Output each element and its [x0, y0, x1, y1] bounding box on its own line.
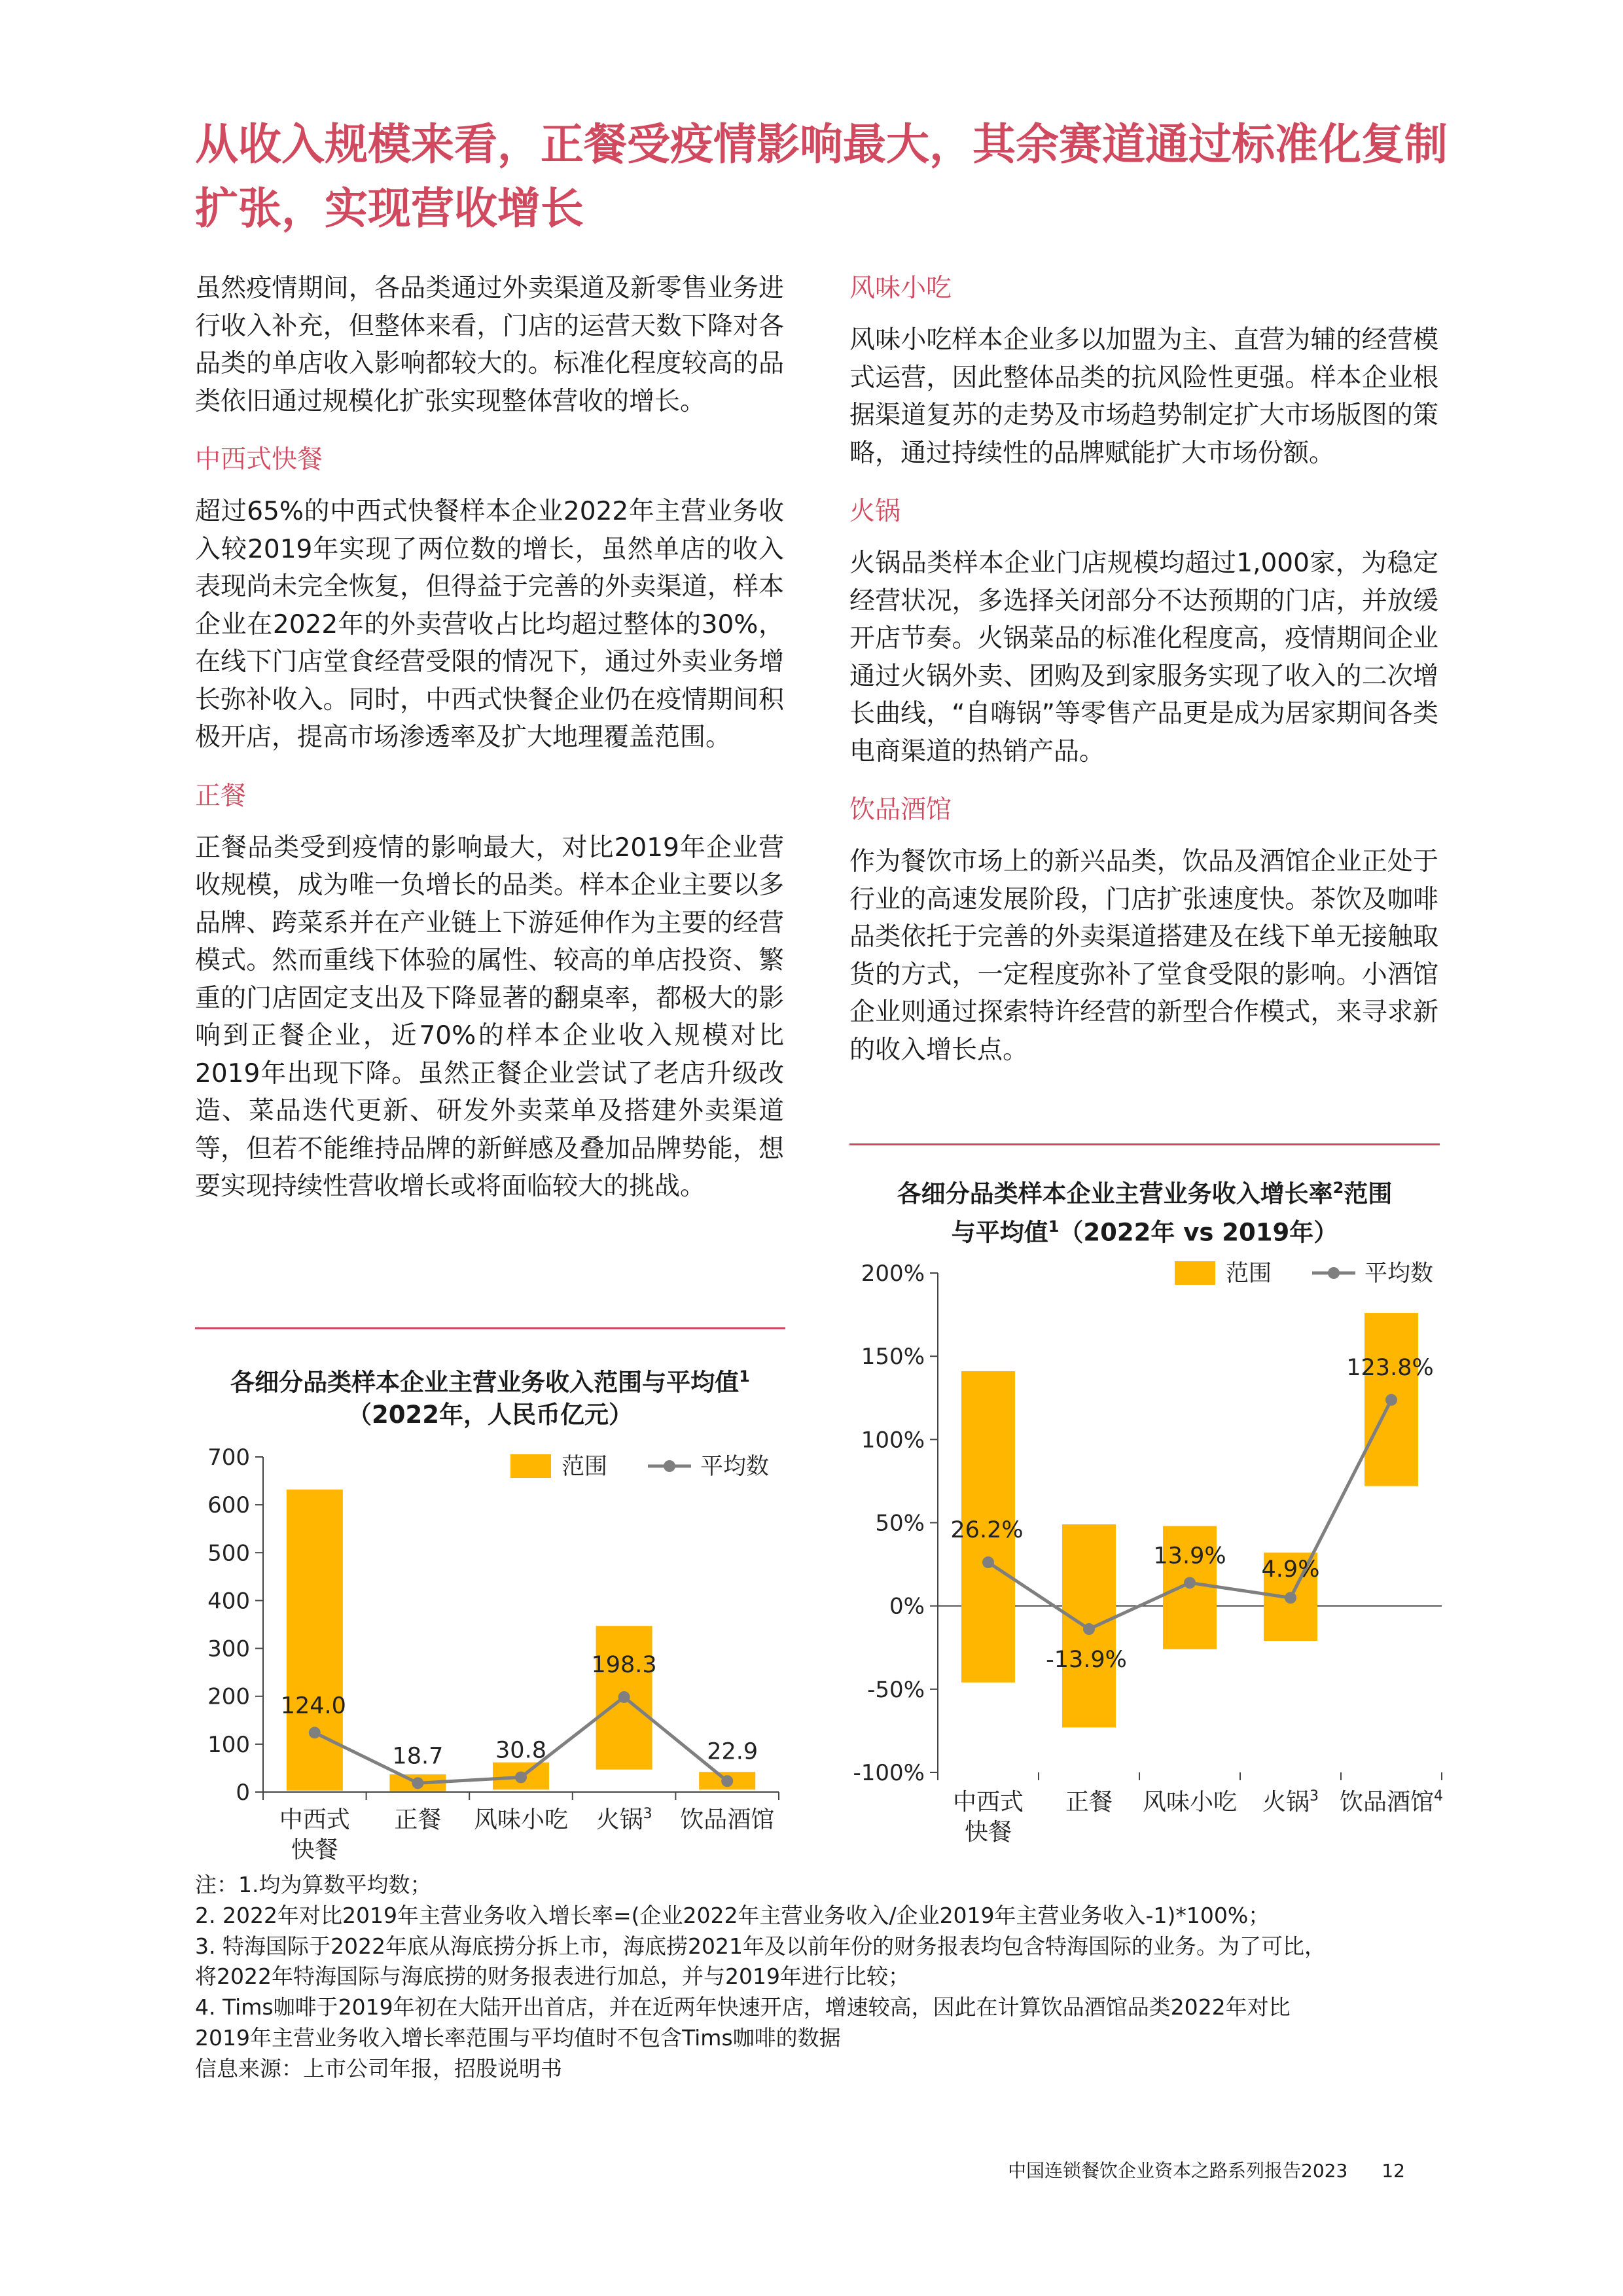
chart1-y-tick-label: 400	[207, 1588, 250, 1615]
section-heading-snacks: 风味小吃	[849, 274, 952, 303]
note-1: 2. 2022年对比2019年主营业务收入增长率=(企业2022年主营业务收入/企业2019年主营业务收入-1)*100%；	[195, 1902, 1270, 1928]
section-heading-fast-food: 中西式快餐	[195, 445, 323, 475]
chart2-growth-range	[838, 1247, 1453, 1875]
chart1-category-label: 风味小吃	[473, 1806, 569, 1833]
chart1-legend-swatch-range	[510, 1454, 551, 1478]
source-note: 信息来源：上市公司年报，招股说明书	[195, 2055, 562, 2081]
left-column	[195, 270, 784, 1206]
intro-paragraph: 虽然疫情期间，各品类通过外卖渠道及新零售业务进行收入补充，但整体来看，门店的运营天数下降对各品类的单店收入影响都较大的。标准化程度较高的品类依旧通过规模化扩张实现整体营收的增长。	[195, 274, 784, 416]
note-0: 注：1.均为算数平均数；	[195, 1872, 432, 1897]
chart1-y-tick-label: 200	[207, 1683, 250, 1710]
chart1-legend-swatch-marker	[664, 1460, 675, 1472]
chart2-y-tick-label: 200%	[861, 1261, 925, 1287]
page-number: 12	[1382, 2160, 1405, 2181]
chart1-average-point	[309, 1727, 321, 1738]
chart1-revenue-range	[183, 1427, 798, 1872]
chart1-category-label: 中西式	[279, 1806, 350, 1833]
chart1-category-label: 快餐	[291, 1837, 338, 1863]
chart1-y-tick-label: 100	[207, 1731, 250, 1758]
chart2-legend-label-average: 平均数	[1364, 1261, 1434, 1287]
chart1-average-point	[412, 1777, 423, 1789]
chart2-y-tick-label: 50%	[875, 1510, 925, 1537]
chart2-category-label: 风味小吃	[1142, 1789, 1238, 1816]
chart2-average-point	[1285, 1592, 1296, 1604]
chart2-category-label: 正餐	[1065, 1789, 1113, 1816]
note-2b: 将2022年特海国际与海底捞的财务报表进行加总，并与2019年进行比较；	[195, 1964, 910, 1990]
chart2-top-rule	[849, 1143, 1440, 1145]
note-2a: 3. 特海国际于2022年底从海底捞分拆上市，海底捞2021年及以前年份的财务报表均包含特海国际的业务。为了可比，	[195, 1933, 1326, 1959]
chart1-y-tick-label: 500	[207, 1540, 250, 1567]
chart1-title: 各细分品类样本企业主营业务收入范围与平均值$^1$ （2022年，人民币亿元）	[230, 1367, 750, 1429]
chart1-y-tick-label: 600	[207, 1492, 250, 1519]
note-3b: 2019年主营业务收入增长率范围与平均值时不包含Tims咖啡的数据	[195, 2024, 841, 2051]
right-column	[849, 270, 1438, 1069]
chart2-category-label: 中西式	[952, 1789, 1024, 1816]
page-footer	[1008, 2158, 1405, 2184]
chart1-category-footnote: 3	[643, 1806, 652, 1822]
chart1-data-label: 18.7	[392, 1743, 444, 1770]
chart1-y-tick-label: 700	[207, 1444, 250, 1471]
chart1-category-label: 正餐	[394, 1806, 442, 1833]
chart2-average-point	[1184, 1577, 1196, 1588]
chart1-average-point	[721, 1775, 733, 1787]
chart1-data-label: 22.9	[707, 1738, 758, 1765]
notes-block	[195, 1870, 1465, 2085]
section-body-fast-food: 超过65%的中西式快餐样本企业2022年主营业务收入较2019年实现了两位数的增长，虽然单店的收入表现尚未完全恢复，但得益于完善的外卖渠道，样本企业在2022年的外卖营收占比均超过整体的30%，在线下门店堂食经营受限的情况下，通过外卖业务增长弥补收入。同时，中西式快餐企业仍在疫情期间积极开店，提高市场渗透率及扩大地理覆盖范围。	[195, 497, 784, 752]
chart1-category-label: 火锅$^3$	[596, 1806, 652, 1833]
chart2-title: 各细分品类样本企业主营业务收入增长率$^2$范围 与平均值$^1$（2022年 vs 2019年）	[897, 1179, 1393, 1247]
chart1-y-tick-label: 300	[207, 1636, 250, 1662]
section-body-hotpot: 火锅品类样本企业门店规模均超过1,000家，为稳定经营状况，多选择关闭部分不达预期的门店，并放缓开店节奏。火锅菜品的标准化程度高，疫情期间企业通过火锅外卖、团购及到家服务实现了收入的二次增长曲线，“自嗨锅”等零售产品更是成为居家期间各类电商渠道的热销产品。	[849, 548, 1438, 766]
chart1-average-point	[618, 1691, 630, 1703]
chart1-range-bar	[287, 1490, 343, 1791]
chart2-average-point	[982, 1556, 994, 1568]
chart1-top-rule	[195, 1327, 785, 1329]
chart2-category-label: 快餐	[964, 1819, 1012, 1846]
chart1-category-label: 饮品酒馆	[680, 1806, 775, 1833]
chart1-data-label: 124.0	[280, 1693, 346, 1719]
chart2-y-tick-label: -100%	[853, 1760, 925, 1786]
chart2-y-tick-label: -50%	[867, 1676, 925, 1703]
chart1-y-tick-label: 0	[236, 1780, 250, 1806]
section-body-full-service: 正餐品类受到疫情的影响最大，对比2019年企业营收规模，成为唯一负增长的品类。样本企业主要以多品牌、跨菜系并在产业链上下游延伸作为主要的经营模式。然而重线下体验的属性、较高的单店投资、繁重的门店固定支出及下降显著的翻桌率，都极大的影响到正餐企业，近70%的样本企业收入规模对比2019年出现下降。虽然正餐企业尝试了老店升级改造、菜品迭代更新、研发外卖菜单及搭建外卖渠道等，但若不能维持品牌的新鲜感及叠加品牌势能，想要实现持续性营收增长或将面临较大的挑战。	[195, 833, 784, 1201]
chart2-legend-swatch-marker	[1328, 1267, 1340, 1279]
section-body-drinks: 作为餐饮市场上的新兴品类，饮品及酒馆企业正处于行业的高速发展阶段，门店扩张速度快。茶饮及咖啡品类依托于完善的外卖渠道搭建及在线下单无接触取货的方式，一定程度弥补了堂食受限的影响。小酒馆企业则通过探索特许经营的新型合作模式，来寻求新的收入增长点。	[849, 847, 1438, 1065]
chart2-average-point	[1385, 1394, 1397, 1406]
chart2-average-point	[1083, 1623, 1095, 1635]
chart1-legend-label-range: 范围	[562, 1454, 608, 1480]
footer-report-title: 中国连锁餐饮企业资本之路系列报告2023	[1008, 2160, 1348, 2181]
chart2-y-tick-label: 150%	[861, 1344, 925, 1371]
chart2-data-label: 13.9%	[1153, 1543, 1226, 1570]
note-3a: 4. Tims咖啡于2019年初在大陆开出首店，并在近两年快速开店，增速较高，因此在计算饮品酒馆品类2022年对比	[195, 1994, 1291, 2020]
chart2-data-label: 26.2%	[950, 1517, 1024, 1544]
chart2-legend-label-range: 范围	[1226, 1261, 1272, 1287]
chart2-category-footnote: 3	[1310, 1788, 1319, 1804]
chart1-legend-label-average: 平均数	[700, 1454, 770, 1480]
section-heading-hotpot: 火锅	[849, 497, 901, 526]
section-heading-full-service: 正餐	[195, 781, 247, 811]
chart2-data-label: -13.9%	[1046, 1647, 1127, 1674]
chart1-data-label: 30.8	[495, 1737, 546, 1764]
chart2-y-tick-label: 0%	[889, 1593, 925, 1620]
chart2-y-tick-label: 100%	[861, 1427, 925, 1454]
chart1-data-label: 198.3	[591, 1651, 657, 1678]
section-body-snacks: 风味小吃样本企业多以加盟为主、直营为辅的经营模式运营，因此整体品类的抗风险性更强。样本企业根据渠道复苏的走势及市场趋势制定扩大市场版图的策略，通过持续性的品牌赋能扩大市场份额。	[849, 325, 1438, 468]
page-title: 从收入规模来看，正餐受疫情影响最大，其余赛道通过标准化复制扩张，实现营收增长	[195, 119, 1448, 234]
section-heading-drinks: 饮品酒馆	[849, 795, 952, 825]
chart2-legend-swatch-range	[1175, 1261, 1215, 1285]
chart2-data-label: 4.9%	[1261, 1556, 1320, 1583]
chart2-category-label: 饮品酒馆$^4$	[1339, 1788, 1444, 1816]
chart2-data-label: 123.8%	[1346, 1354, 1434, 1381]
chart2-category-label: 火锅$^3$	[1262, 1788, 1319, 1816]
chart1-average-point	[515, 1771, 527, 1783]
chart2-category-footnote: 4	[1434, 1788, 1444, 1804]
